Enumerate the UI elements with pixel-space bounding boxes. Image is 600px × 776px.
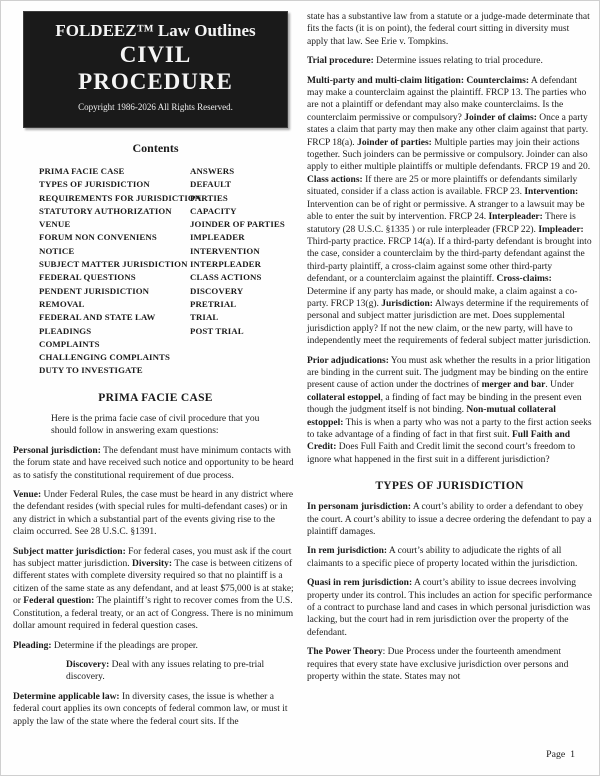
header-box bbox=[23, 11, 288, 128]
contents-item: NOTICE bbox=[39, 245, 75, 256]
contents-item: IMPLEADER bbox=[190, 232, 245, 243]
contents-list-left bbox=[39, 165, 201, 378]
contents-heading: Contents bbox=[132, 141, 179, 155]
contents-item: PRETRIAL bbox=[190, 298, 237, 309]
paragraph: The Power Theory: Due Process under the fourteenth amendment requires that every state have exclusive jurisdiction over persons and property within the state. States may not bbox=[307, 647, 569, 683]
paragraph: Personal jurisdiction: The defendant must have minimum contacts with the forum state and have received such notice and opportunity to be heard as to satisfy the constitutional requirement of due process. bbox=[13, 445, 294, 481]
contents-item: TRIAL bbox=[190, 312, 219, 323]
contents-item: DISCOVERY bbox=[190, 285, 244, 296]
paragraph: Prior adjudications: You must ask whether the results in a prior litigation are binding in the current suit. The judgment may be binding on the entire present cause of action under the doctrines of merger and bar. Under collateral estoppel, a finding of fact may be binding in the present even though the judgment itself is not binding. Non-mutual collateral estoppel: This is when a party who was not a party to the first action seeks to take advantage of a finding of fact in that first suit. Full Faith and Credit: Does Full Faith and Credit limit the second court’s freedom to ignore what happened in the first suit in a different jurisdiction? bbox=[307, 355, 592, 465]
brand-title: FOLDEEZ™ Law Outlines bbox=[55, 21, 256, 40]
contents-item: CHALLENGING COMPLAINTS bbox=[39, 352, 170, 363]
contents-item: CAPACITY bbox=[190, 205, 237, 216]
section-heading-prima-facie: PRIMA FACIE CASE bbox=[98, 392, 213, 404]
page-number: Page 1 bbox=[546, 749, 575, 760]
paragraph: In rem jurisdiction: A court’s ability to adjudicate the rights of all claimants to a specific piece of property located within the jurisdiction. bbox=[307, 546, 578, 569]
contents-item: ANSWERS bbox=[190, 166, 235, 176]
contents-item: FORUM NON CONVENIENS bbox=[39, 232, 157, 243]
contents-item: FEDERAL AND STATE LAW bbox=[39, 312, 156, 323]
contents-list-right bbox=[190, 165, 285, 338]
paragraph: Determine applicable law: In diversity cases, the issue is whether a federal court applies its own concepts of federal common law, or must it apply the law of the state where the federal court sits. If the bbox=[13, 691, 288, 727]
contents-item: FEDERAL QUESTIONS bbox=[39, 272, 136, 283]
paragraph: Subject matter jurisdiction: For federal cases, you must ask if the court has subject matter jurisdiction. Diversity: The case is between citizens of different states with complete diversity required so that no plaintiff is a citizen of the same state as any defendant, and at least $75,000 is at stake; or Federal question: The plaintiff’s right to recover comes from the U.S. Constitution, a federal treaty, or an act of Congress. There is no minimum dollar amount required in federal question cases. bbox=[13, 546, 294, 632]
paragraph: Pleading: Determine if the pleadings are proper. bbox=[13, 640, 198, 651]
contents-item: DEFAULT bbox=[190, 179, 232, 190]
paragraph: Quasi in rem jurisdiction: A court’s ability to issue decrees involving property under its control. This includes an action for specific performance of a contract to purchase land and cases in which personal jurisdiction was lacking, but the court had in rem jurisdiction over the property of the defendant. bbox=[307, 578, 592, 638]
contents-item: COMPLAINTS bbox=[39, 338, 100, 349]
contents-item: SUBJECT MATTER JURISDICTION bbox=[39, 259, 188, 270]
right-column-bottom-body bbox=[307, 501, 592, 683]
two-column-layout bbox=[13, 11, 590, 735]
contents-item: JOINDER OF PARTIES bbox=[190, 219, 285, 230]
doc-title-line-1: CIVIL bbox=[119, 42, 192, 67]
right-column bbox=[307, 11, 592, 735]
contents-item: TYPES OF JURISDICTION bbox=[39, 179, 150, 190]
right-column-top-body bbox=[307, 11, 592, 466]
contents-item: REMOVAL bbox=[39, 298, 85, 309]
paragraph: Venue: Under Federal Rules, the case must be heard in any district where the defendant resides (with special rules for multi-defendant cases) or in any district in which a substantial part of the events giving rise to the claim occurred. See 28 U.S.C. §1391. bbox=[13, 490, 294, 538]
copyright-line: Copyright 1986-2026 All Rights Reserved. bbox=[78, 102, 233, 112]
contents-item: DUTY TO INVESTIGATE bbox=[39, 365, 143, 376]
contents-item: VENUE bbox=[39, 219, 71, 230]
section-heading-types-of-jurisdiction: TYPES OF JURISDICTION bbox=[375, 480, 524, 493]
paragraph: Discovery: Deal with any issues relating to pre-trial discovery. bbox=[66, 659, 265, 683]
contents-item: INTERPLEADER bbox=[190, 259, 262, 270]
contents-item: REQUIREMENTS FOR JURISDICTION bbox=[39, 192, 202, 203]
paragraph: Here is the prima facie case of civil procedure that you should follow in answering exam questions: bbox=[51, 414, 260, 437]
paragraph: In personam jurisdiction: A court’s ability to order a defendant to obey the court. A court’s ability to issue a decree ordering the defendant to pay a plaintiff damages. bbox=[307, 502, 592, 538]
prima-facie-body bbox=[13, 413, 298, 728]
paragraph: Trial procedure: Determine issues relating to trial procedure. bbox=[307, 56, 543, 67]
contents-section bbox=[13, 165, 298, 381]
doc-title-line-2: PROCEDURE bbox=[78, 69, 233, 94]
contents-item: CLASS ACTIONS bbox=[190, 272, 262, 283]
contents-item: INTERVENTION bbox=[190, 245, 260, 256]
contents-item: PRIMA FACIE CASE bbox=[39, 166, 125, 176]
contents-item: PARTIES bbox=[190, 192, 228, 203]
contents-item: PENDENT JURISDICTION bbox=[39, 285, 150, 296]
contents-item: PLEADINGS bbox=[39, 325, 92, 336]
paragraph: Multi-party and multi-claim litigation: Counterclaims: A defendant may make a counterclaim against the plaintiff. FRCP 13. The parties who are not a plaintiff or defendant may also make counterclaims. Is the counterclaim permissive or compulsory? Joinder of claims: Once a party states a claim that party may then make any other claim against that party. FRCP 18(a). Joinder of parties: Multiple parties may join their actions together. Such joinders can be permissive or compulsory. Joinder can also apply to either multiple plaintiffs or multiple defendants. FRCP 19 and 20. Class actions: If there are 25 or more plaintiffs or defendants similarly situated, consider if a class action is available. FRCP 23. Intervention: Intervention can be of right or permissive. A stranger to a lawsuit may be able to enter the suit by intervention. FRCP 24. Interpleader: There is statutory (28 U.S.C. §1335 ) or rule interpleader (FRCP 22). Impleader: Third-party practice. FRCP 14(a). If a third-party defendant is brought into the case, consider a counterclaim by the third-party defendant against the third-party plaintiff, a cross-claim against some other third-party defendant, or a counterclaim against the plaintiff. Cross-claims: Determine if any party has made, or should make, a claim against a co-party. FRCP 13(g). Jurisdiction: Always determine if the requirements of personal and subject matter jurisdiction are met. Does supplemental jurisdiction apply? If not the new claim, or the new party, will have to independently meet the requirements of federal subject matter jurisdiction. bbox=[307, 75, 592, 347]
contents-item: STATUTORY AUTHORIZATION bbox=[39, 205, 172, 216]
paragraph: state has a substantive law from a statute or a judge-made determinate that fits the facts (it is on point), the federal court sitting in diversity must apply that law. See Erie v. Tompkins. bbox=[307, 12, 590, 47]
contents-item: POST TRIAL bbox=[190, 325, 244, 336]
left-column bbox=[13, 11, 298, 735]
